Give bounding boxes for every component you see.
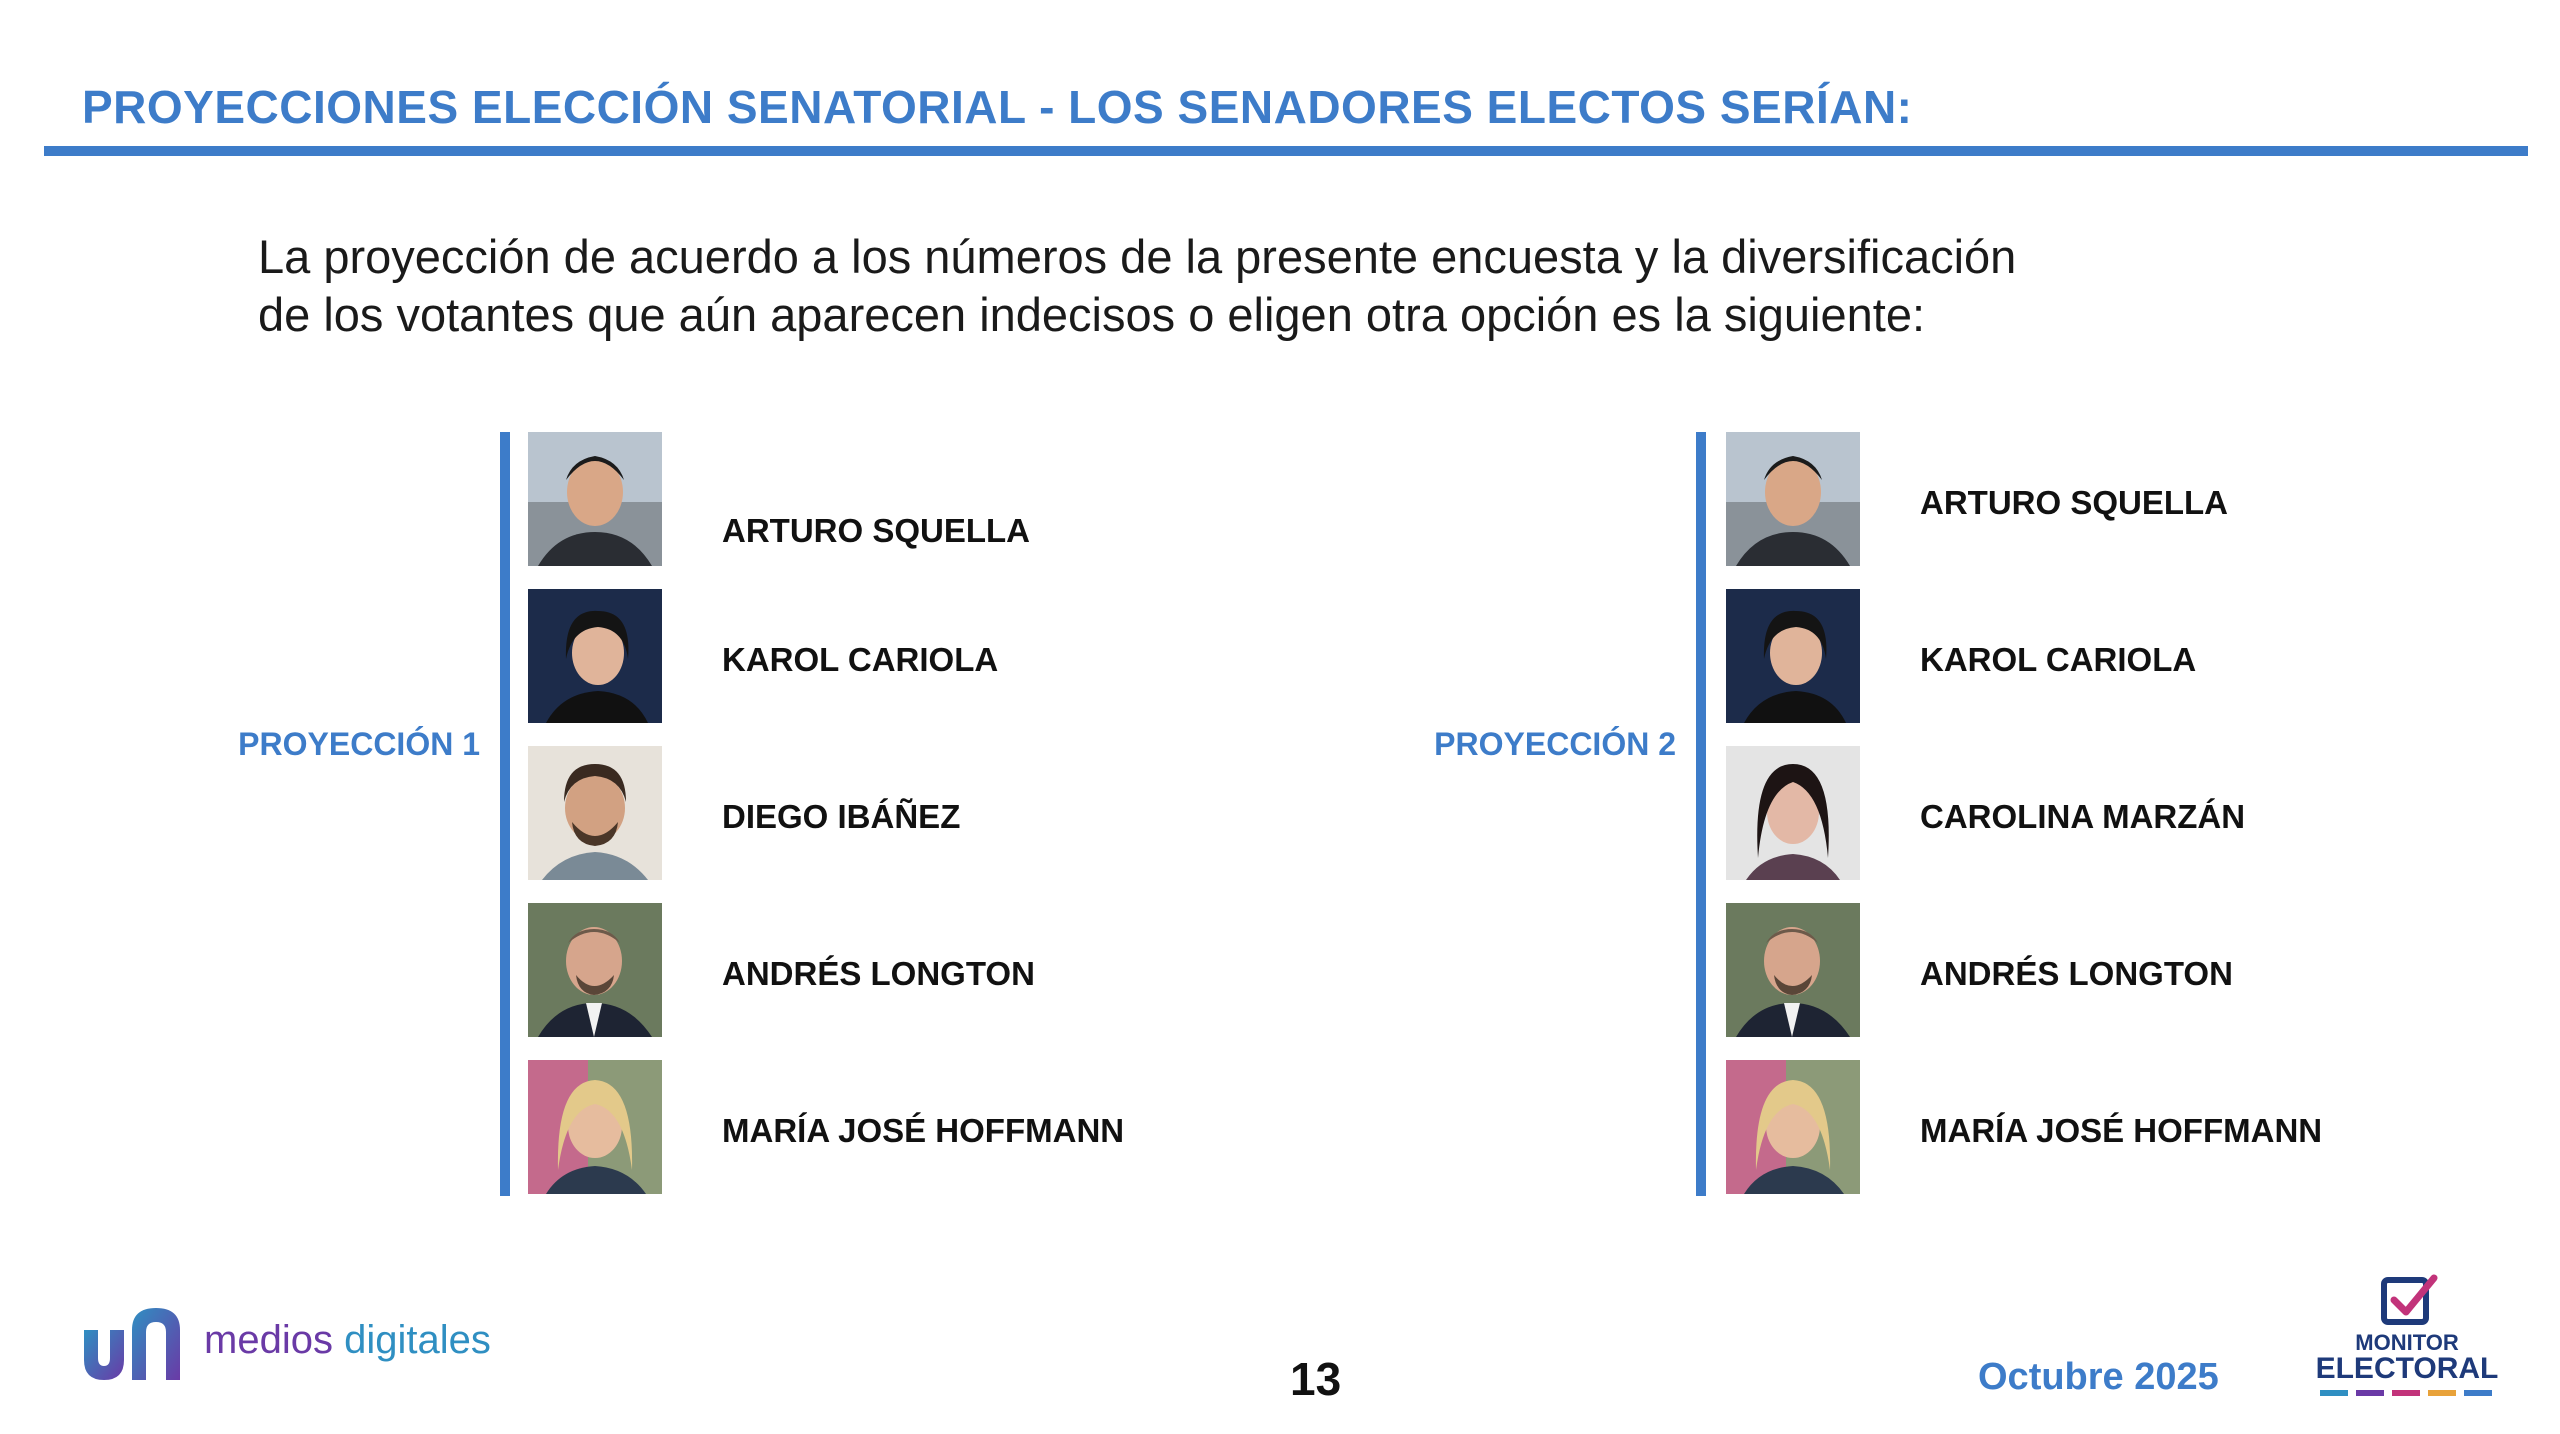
page-number: 13	[1290, 1353, 1342, 1405]
portrait-diego-ibanez	[528, 746, 662, 880]
portrait-carolina-marzan	[1726, 746, 1860, 880]
medios-digitales-logo-icon	[80, 1300, 190, 1391]
projection-1-bar	[500, 432, 510, 1196]
ballot-check-icon	[2380, 1272, 2440, 1328]
logo-color-dashes	[2320, 1390, 2496, 1398]
monitor-electoral-logo	[2312, 1272, 2502, 1402]
logo-word-1: medios	[204, 1318, 333, 1362]
candidate-name: ANDRÉS LONGTON	[1920, 955, 2233, 992]
page-title: PROYECCIONES ELECCIÓN SENATORIAL - LOS SENADORES ELECTOS SERÍAN:	[82, 81, 1913, 133]
portrait-karol-cariola-2	[1726, 589, 1860, 723]
medios-digitales-wordmark	[204, 1318, 491, 1363]
intro-line-1: La proyección de acuerdo a los números de la presente encuesta y la diversificación	[258, 230, 2017, 283]
title-divider	[44, 146, 2528, 156]
intro-line-2: de los votantes que aún aparecen indecisos o eligen otra opción es la siguiente:	[258, 288, 1926, 341]
portrait-andres-longton-2	[1726, 903, 1860, 1037]
candidate-name: ARTURO SQUELLA	[1920, 484, 2228, 521]
portrait-arturo-squella-1	[528, 432, 662, 566]
projection-2-label: PROYECCIÓN 2	[1434, 726, 1676, 762]
candidate-name: ANDRÉS LONGTON	[722, 955, 1035, 992]
candidate-name: DIEGO IBÁÑEZ	[722, 798, 961, 835]
projection-1-label: PROYECCIÓN 1	[238, 726, 480, 762]
portrait-karol-cariola-1	[528, 589, 662, 723]
candidate-name: ARTURO SQUELLA	[722, 512, 1030, 549]
portrait-maria-jose-hoffmann-1	[528, 1060, 662, 1194]
candidate-name: MARÍA JOSÉ HOFFMANN	[722, 1112, 1125, 1149]
candidate-name: KAROL CARIOLA	[722, 641, 999, 678]
candidate-name: CAROLINA MARZÁN	[1920, 798, 2246, 835]
candidate-name: MARÍA JOSÉ HOFFMANN	[1920, 1112, 2323, 1149]
candidate-name: KAROL CARIOLA	[1920, 641, 2197, 678]
projection-2-bar	[1696, 432, 1706, 1196]
report-date: Octubre 2025	[1978, 1356, 2219, 1398]
portrait-andres-longton-1	[528, 903, 662, 1037]
portrait-arturo-squella-2	[1726, 432, 1860, 566]
electoral-word: ELECTORAL	[2315, 1352, 2499, 1385]
portrait-maria-jose-hoffmann-2	[1726, 1060, 1860, 1194]
monitor-word: MONITOR	[2355, 1330, 2459, 1355]
intro-paragraph	[258, 228, 2398, 344]
logo-word-2: digitales	[344, 1318, 491, 1362]
